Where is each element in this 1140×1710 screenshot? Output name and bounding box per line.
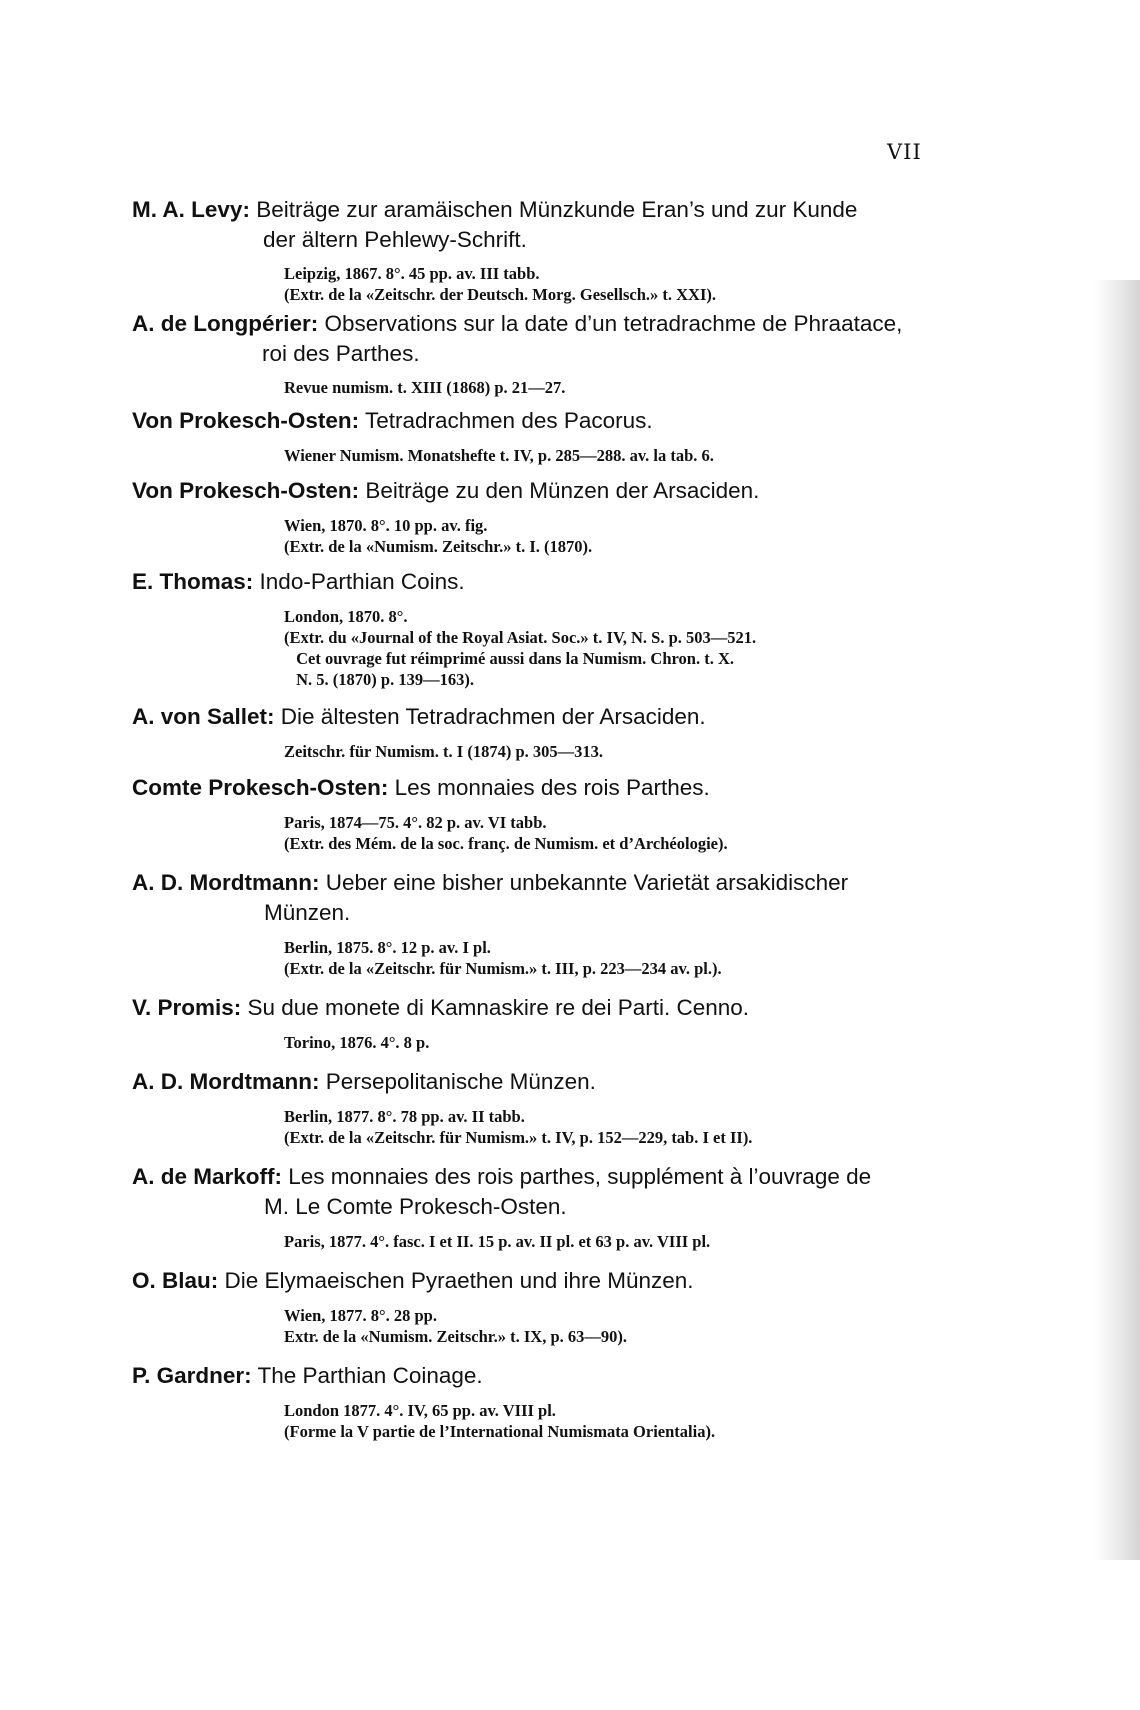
entry-meta-line: Extr. de la «Numism. Zeitschr.» t. IX, p. 63—90). — [284, 1327, 627, 1346]
entry-title-continuation: Münzen. — [264, 900, 351, 925]
bibliography-entry — [132, 868, 1032, 979]
entry-meta-line: Wien, 1877. 8°. 28 pp. — [284, 1306, 437, 1325]
entry-heading — [132, 195, 1032, 225]
entry-heading — [132, 868, 1032, 898]
entry-meta-line: Cet ouvrage fut réimprimé aussi dans la Numism. Chron. t. X. — [292, 649, 734, 668]
entry-meta-line: Torino, 1876. 4°. 8 p. — [284, 1033, 430, 1052]
entry-meta-line: (Forme la V partie de l’International Numismata Orientalia). — [284, 1422, 716, 1441]
entry-meta-line: Leipzig, 1867. 8°. 45 pp. av. III tabb. — [284, 264, 540, 283]
entry-title: Indo-Parthian Coins. — [259, 569, 465, 594]
entry-title-continuation: der ältern Pehlewy-Schrift. — [263, 227, 527, 252]
entry-author: Comte Prokesch-Osten: — [132, 775, 389, 800]
bibliography-entry — [132, 702, 1032, 762]
entry-meta-line: London 1877. 4°. IV, 65 pp. av. VIII pl. — [284, 1401, 556, 1420]
bibliography-entry — [132, 476, 1032, 557]
entry-title-continuation: roi des Parthes. — [262, 341, 420, 366]
entry-meta-line: London, 1870. 8°. — [284, 607, 408, 626]
entry-title-continuation: M. Le Comte Prokesch-Osten. — [264, 1194, 567, 1219]
bibliography-entry — [132, 195, 1032, 305]
entry-title: Observations sur la date d’un tetradrachme de Phraatace, — [324, 311, 903, 336]
entry-title: Su due monete di Kamnaskire re dei Parti. Cenno. — [247, 995, 750, 1020]
page-edge-shadow — [1094, 280, 1140, 1560]
entry-title: Beiträge zur aramäischen Münzkunde Eran’s und zur Kunde — [256, 197, 858, 222]
entry-meta-line: Berlin, 1875. 8°. 12 p. av. I pl. — [284, 938, 491, 957]
entry-title: Die Elymaeischen Pyraethen und ihre Münzen. — [224, 1268, 694, 1293]
entry-meta-line: (Extr. de la «Numism. Zeitschr.» t. I. (1870). — [284, 537, 593, 556]
entry-title: Persepolitanische Münzen. — [325, 1069, 596, 1094]
entry-heading — [132, 1162, 1032, 1192]
entry-author: Von Prokesch-Osten: — [132, 408, 360, 433]
entry-heading — [132, 476, 1032, 506]
entry-meta-line: Wiener Numism. Monatshefte t. IV, p. 285—288. av. la tab. 6. — [284, 446, 714, 465]
entry-heading — [132, 993, 1032, 1023]
entry-meta-line: (Extr. du «Journal of the Royal Asiat. Soc.» t. IV, N. S. p. 503—521. — [284, 628, 757, 647]
entry-meta-line: (Extr. de la «Zeitschr. für Numism.» t. IV, p. 152—229, tab. I et II). — [284, 1128, 753, 1147]
entry-author: E. Thomas: — [132, 569, 254, 594]
entry-meta-line: Paris, 1874—75. 4°. 82 p. av. VI tabb. — [284, 813, 547, 832]
entry-meta-line: Berlin, 1877. 8°. 78 pp. av. II tabb. — [284, 1107, 525, 1126]
entry-heading — [132, 309, 1032, 339]
page-number: VII — [887, 140, 922, 164]
entry-meta-line: (Extr. de la «Zeitschr. der Deutsch. Morg. Gesellsch.» t. XXI). — [284, 285, 717, 304]
bibliography-entry — [132, 1067, 1032, 1148]
entry-heading — [132, 773, 1032, 803]
entry-heading — [132, 1361, 1032, 1391]
entry-author: Von Prokesch-Osten: — [132, 478, 360, 503]
entry-meta-line: (Extr. des Mém. de la soc. franç. de Numism. et d’Archéologie). — [284, 834, 728, 853]
entry-heading — [132, 1067, 1032, 1097]
entry-meta-line: Wien, 1870. 8°. 10 pp. av. fig. — [284, 516, 488, 535]
bibliography-list — [132, 195, 1032, 1442]
entry-author: A. de Markoff: — [132, 1164, 283, 1189]
entry-meta-line: Paris, 1877. 4°. fasc. I et II. 15 p. av. II pl. et 63 p. av. VIII pl. — [284, 1232, 711, 1251]
entry-title: Ueber eine bisher unbekannte Varietät arsakidischer — [325, 870, 849, 895]
bibliography-entry — [132, 1162, 1032, 1252]
bibliography-entry — [132, 309, 1032, 398]
entry-title: Les monnaies des rois Parthes. — [394, 775, 710, 800]
entry-author: V. Promis: — [132, 995, 242, 1020]
entry-author: P. Gardner: — [132, 1363, 252, 1388]
bibliography-entry — [132, 773, 1032, 854]
entry-heading — [132, 1266, 1032, 1296]
bibliography-entry — [132, 993, 1032, 1053]
entry-title: Les monnaies des rois parthes, supplément à l’ouvrage de — [288, 1164, 872, 1189]
entry-author: A. D. Mordtmann: — [132, 870, 320, 895]
entry-author: O. Blau: — [132, 1268, 219, 1293]
entry-author: A. D. Mordtmann: — [132, 1069, 320, 1094]
entry-title: The Parthian Coinage. — [257, 1363, 483, 1388]
entry-author: A. de Longpérier: — [132, 311, 319, 336]
entry-meta-line: Revue numism. t. XIII (1868) p. 21—27. — [284, 378, 566, 397]
bibliography-entry — [132, 406, 1032, 466]
entry-author: A. von Sallet: — [132, 704, 275, 729]
bibliography-entry — [132, 1266, 1032, 1347]
entry-meta-line: (Extr. de la «Zeitschr. für Numism.» t. III, p. 223—234 av. pl.). — [284, 959, 722, 978]
entry-author: M. A. Levy: — [132, 197, 250, 222]
entry-meta-line: Zeitschr. für Numism. t. I (1874) p. 305—313. — [284, 742, 604, 761]
entry-heading — [132, 406, 1032, 436]
entry-title: Tetradrachmen des Pacorus. — [365, 408, 653, 433]
entry-meta-line: N. 5. (1870) p. 139—163). — [292, 670, 474, 689]
bibliography-entry — [132, 1361, 1032, 1442]
entry-title: Beiträge zu den Münzen der Arsaciden. — [365, 478, 760, 503]
entry-heading — [132, 702, 1032, 732]
entry-title: Die ältesten Tetradrachmen der Arsaciden. — [280, 704, 706, 729]
entry-heading — [132, 567, 1032, 597]
bibliography-entry — [132, 567, 1032, 690]
